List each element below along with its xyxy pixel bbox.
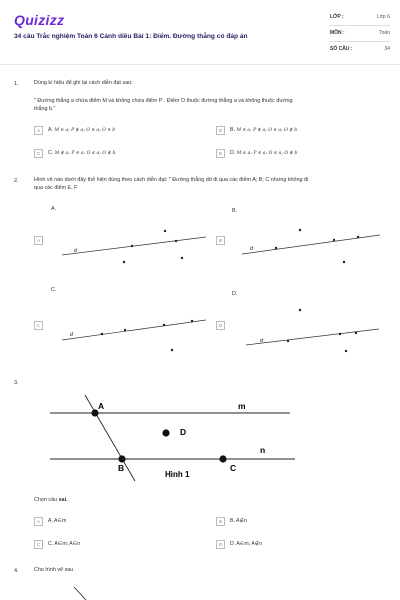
figure-caption: Hình 1: [165, 470, 190, 479]
option-expression: M ∈ a; P ∉ a; O ∈ a; O ∉ b: [236, 127, 298, 133]
option-expression: M ∈ a; P ∉ a; O ∈ a; O ∈ b: [54, 127, 116, 133]
q2-figure-a: [60, 222, 210, 267]
page-header: [0, 0, 400, 65]
meta-subject-key: MÔN :: [330, 30, 345, 36]
q2-text-line1: Hình vẽ nào dưới đây thể hiện đúng theo cách diễn đạt: " Đường thẳng dd đi qua các điểm A; B; C nhưng không đi: [34, 177, 309, 183]
option-expression: M ∈ a; P ∈ a; O ∈ a; O ∉ b: [236, 150, 298, 156]
point-label-a: A: [98, 401, 105, 411]
option-letter-box: B: [216, 517, 225, 526]
option-text: D. A∈m; A∉n: [230, 541, 263, 547]
point-label-b: B: [118, 463, 125, 473]
line-label-m: m: [238, 401, 246, 411]
option-label: B.: [230, 127, 235, 133]
option-letter-box: A: [34, 126, 43, 135]
option-letter-box: C: [34, 321, 43, 330]
q2-figure-label-d: D.: [232, 291, 238, 297]
q3-option-b[interactable]: [216, 516, 247, 526]
q3-prompt-prefix: Chọn câu: [34, 497, 59, 503]
option-letter-box: A: [34, 517, 43, 526]
line-label: d: [260, 338, 263, 344]
q1-text: Dùng kí hiệu để ghi lại cách diễn đạt sau:: [34, 80, 133, 86]
quizizz-logo: Quizizz: [14, 12, 65, 28]
option-letter-box: C: [34, 149, 43, 158]
q2-option-b[interactable]: [216, 235, 230, 245]
line-label: d: [250, 246, 253, 252]
q3-prompt-bold: sai.: [58, 497, 68, 503]
q3-number: 3.: [14, 380, 19, 386]
option-letter-box: B: [216, 236, 225, 245]
q3-option-c[interactable]: [34, 539, 80, 549]
option-letter-box: A: [34, 236, 43, 245]
line-label: d: [74, 248, 77, 254]
option-letter-box: D: [216, 321, 225, 330]
option-letter-box: D: [216, 149, 225, 158]
q2-figure-label-a: A.: [51, 206, 57, 212]
option-letter-box: D: [216, 540, 225, 549]
option-label: A.: [48, 127, 53, 133]
q2-figure-b: [240, 226, 385, 268]
point-label-d: D: [180, 427, 187, 437]
line-label-n: n: [260, 445, 266, 455]
q2-option-d[interactable]: [216, 320, 230, 330]
q1-option-b[interactable]: [216, 125, 297, 135]
q1-option-d[interactable]: [216, 148, 297, 158]
q2-figure-c: [60, 310, 210, 358]
divider: [330, 25, 390, 26]
q1-quote-line2: thẳng b.": [34, 106, 56, 112]
q3-prompt: [34, 496, 68, 504]
option-label: D.: [230, 150, 236, 156]
q4-number: 4.: [14, 568, 19, 574]
q2-figure-label-c: C.: [51, 287, 57, 293]
q1-quote-line1: " Đường thẳng a chứa điểm M và không chứa điểm P . Điểm O thuộc đường thẳng a và không thuộc đường: [34, 98, 293, 104]
q3-option-a[interactable]: [34, 516, 66, 526]
q2-figure-label-b: B.: [232, 208, 238, 214]
point-label-c: C: [230, 463, 237, 473]
option-letter-box: C: [34, 540, 43, 549]
divider: [330, 41, 390, 42]
header-divider: [0, 64, 400, 65]
meta-grade-value: Lớp 6: [376, 14, 390, 20]
q2-figure-d: [244, 305, 384, 355]
q2-number: 2.: [14, 178, 19, 184]
option-text: C. A∈m; A∈n: [48, 541, 81, 547]
q2-option-a[interactable]: [34, 235, 48, 245]
option-expression: M ∉ a; P ∈ a; O ∈ a; O ∉ b: [54, 150, 116, 156]
meta-count-key: SỐ CÂU :: [330, 46, 353, 52]
q1-option-a[interactable]: [34, 125, 115, 135]
q4-figure-partial: [60, 585, 100, 600]
q1-option-c[interactable]: [34, 148, 115, 158]
option-letter-box: B: [216, 126, 225, 135]
q2-text-line2: qua các điểm E, F: [34, 185, 78, 191]
q4-text: Cho hình vẽ sau: [34, 567, 74, 573]
option-text: A. A∈m: [48, 518, 67, 524]
meta-subject-value: Toán: [379, 30, 390, 36]
document-title: 34 câu Trắc nghiệm Toán 6 Cánh diều Bài 1: Điểm. Đường thẳng có đáp án: [14, 33, 248, 40]
q1-number: 1.: [14, 81, 19, 87]
q2-option-c[interactable]: [34, 320, 48, 330]
meta-count-value: 34: [384, 46, 390, 52]
option-text: B. A∉n: [230, 518, 247, 524]
q3-option-d[interactable]: [216, 539, 262, 549]
q3-figure: [40, 385, 310, 485]
option-label: C.: [48, 150, 54, 156]
line-label: d: [70, 332, 73, 338]
meta-grade-key: LỚP :: [330, 14, 344, 20]
